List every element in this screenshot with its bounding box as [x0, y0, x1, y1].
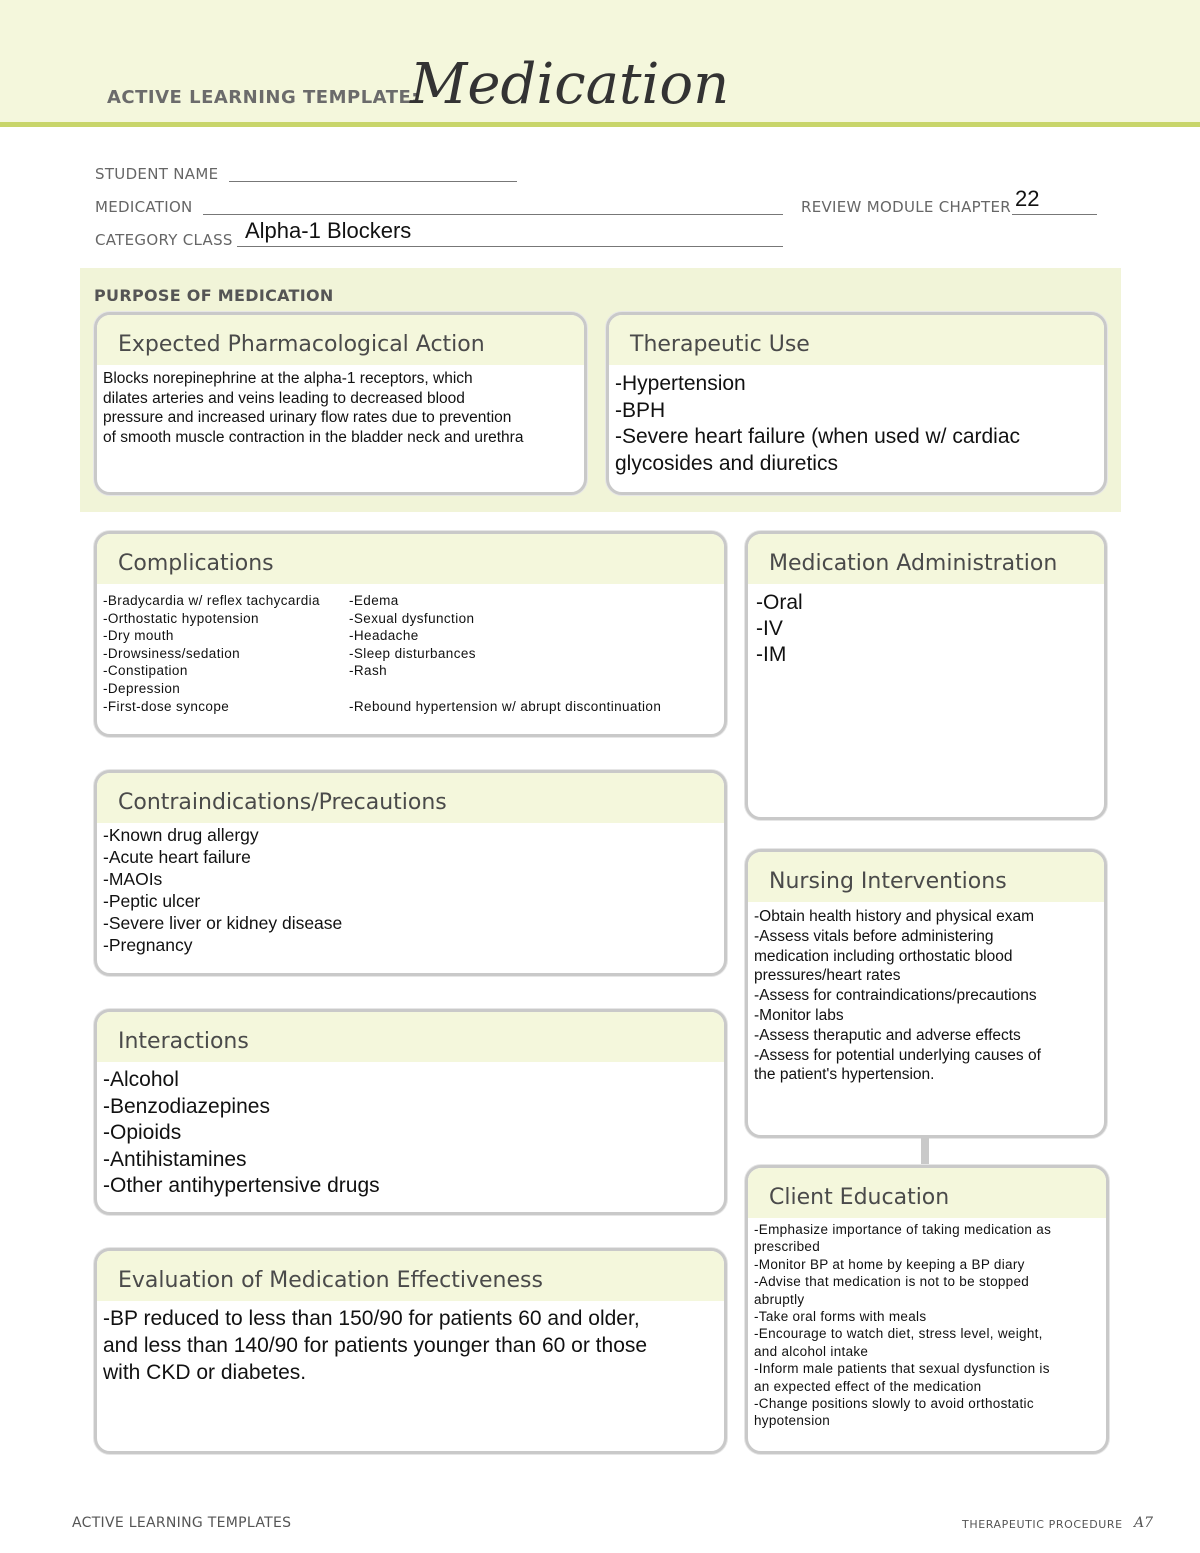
contraindications-text: -Known drug allergy -Acute heart failure -MAOIs -Peptic ulcer -Severe liver or kidney disease -Pregnancy — [103, 825, 343, 955]
footer-page-number: A7 — [1134, 1515, 1154, 1531]
complications-left-text: -Bradycardia w/ reflex tachycardia -Orthostatic hypotension -Dry mouth -Drowsiness/sedation -Constipation -Depression -First-dose syncope — [103, 593, 320, 714]
nursing-interventions-box — [745, 849, 1107, 1138]
client-education-text: -Emphasize importance of taking medication as prescribed -Monitor BP at home by keeping a BP diary -Advise that medication is not to be stopped abruptly -Take oral forms with meals -Encourage to watch diet, stress level, weight, and alcohol intake -Inform male patients that sexual dysfunction is an expected effect of the medication -Change positions slowly to avoid orthostatic hypotension — [754, 1222, 1052, 1429]
administration-text: -Oral -IV -IM — [756, 591, 803, 666]
complications-list — [97, 592, 724, 722]
administration-box — [745, 531, 1107, 820]
therapeutic-use-title: Therapeutic Use — [630, 332, 810, 357]
category-class-line[interactable] — [237, 246, 783, 247]
evaluation-text: -BP reduced to less than 150/90 for patients 60 and older, and less than 140/90 for patients younger than 60 or those with CKD or diabetes. — [103, 1307, 648, 1384]
client-education-header — [748, 1168, 1106, 1218]
therapeutic-use-header — [609, 315, 1104, 365]
client-education-title: Client Education — [769, 1185, 950, 1210]
therapeutic-use-text: -Hypertension -BPH -Severe heart failure (when used w/ cardiac glycosides and diuretics — [615, 372, 1021, 475]
medication-line[interactable] — [203, 214, 783, 215]
complications-title: Complications — [118, 551, 274, 576]
student-name-label: STUDENT NAME — [95, 165, 219, 183]
complications-right-text: -Edema -Sexual dysfunction -Headache -Sleep disturbances -Rash -Rebound hypertension w/ abrupt discontinuation — [349, 593, 662, 714]
evaluation-box — [94, 1248, 727, 1454]
expected-action-box — [94, 312, 587, 495]
contraindications-title: Contraindications/Precautions — [118, 790, 447, 815]
header-rule — [0, 122, 1200, 127]
student-name-line[interactable] — [229, 181, 517, 182]
complications-header — [97, 534, 724, 584]
category-class-label: CATEGORY CLASS — [95, 231, 233, 249]
evaluation-title: Evaluation of Medication Effectiveness — [118, 1268, 543, 1293]
nursing-interventions-header — [748, 852, 1104, 902]
template-label: ACTIVE LEARNING TEMPLATE: — [107, 87, 419, 108]
therapeutic-use-box — [606, 312, 1107, 495]
administration-title: Medication Administration — [769, 551, 1058, 576]
contraindications-box — [94, 770, 727, 976]
complications-box — [94, 531, 727, 737]
interactions-header — [97, 1012, 724, 1062]
interactions-title: Interactions — [118, 1029, 249, 1054]
administration-header — [748, 534, 1104, 584]
purpose-title: PURPOSE OF MEDICATION — [94, 286, 334, 305]
interactions-text: -Alcohol -Benzodiazepines -Opioids -Antihistamines -Other antihypertensive drugs — [103, 1068, 380, 1197]
review-module-line[interactable] — [1012, 214, 1097, 215]
nursing-interventions-text: -Obtain health history and physical exam -Assess vitals before administering medication including orthostatic blood pressures/heart rates -Assess for contraindications/precautions -Monitor labs -Assess theraputic and adverse effects -Assess for potential underlying causes of the patient's hypertension. — [754, 908, 1041, 1084]
medication-label: MEDICATION — [95, 198, 193, 216]
review-module-value: 22 — [1015, 186, 1040, 211]
footer-left: ACTIVE LEARNING TEMPLATES — [72, 1515, 292, 1531]
template-title: Medication — [410, 52, 730, 117]
client-education-box — [745, 1165, 1109, 1454]
footer-right: THERAPEUTIC PROCEDURE — [962, 1518, 1123, 1531]
interactions-box — [94, 1009, 727, 1215]
expected-action-header — [97, 315, 584, 365]
connector — [921, 1135, 929, 1166]
nursing-interventions-title: Nursing Interventions — [769, 869, 1007, 894]
contraindications-header — [97, 773, 724, 823]
expected-action-text: Blocks norepinephrine at the alpha-1 receptors, which dilates arteries and veins leading to decreased blood pressure and increased urinary flow rates due to prevention of smooth muscle contraction in the bladder neck and urethra — [103, 370, 524, 446]
evaluation-header — [97, 1251, 724, 1301]
expected-action-title: Expected Pharmacological Action — [118, 332, 485, 357]
review-module-label: REVIEW MODULE CHAPTER — [801, 198, 1011, 216]
category-class-value: Alpha-1 Blockers — [245, 218, 412, 243]
